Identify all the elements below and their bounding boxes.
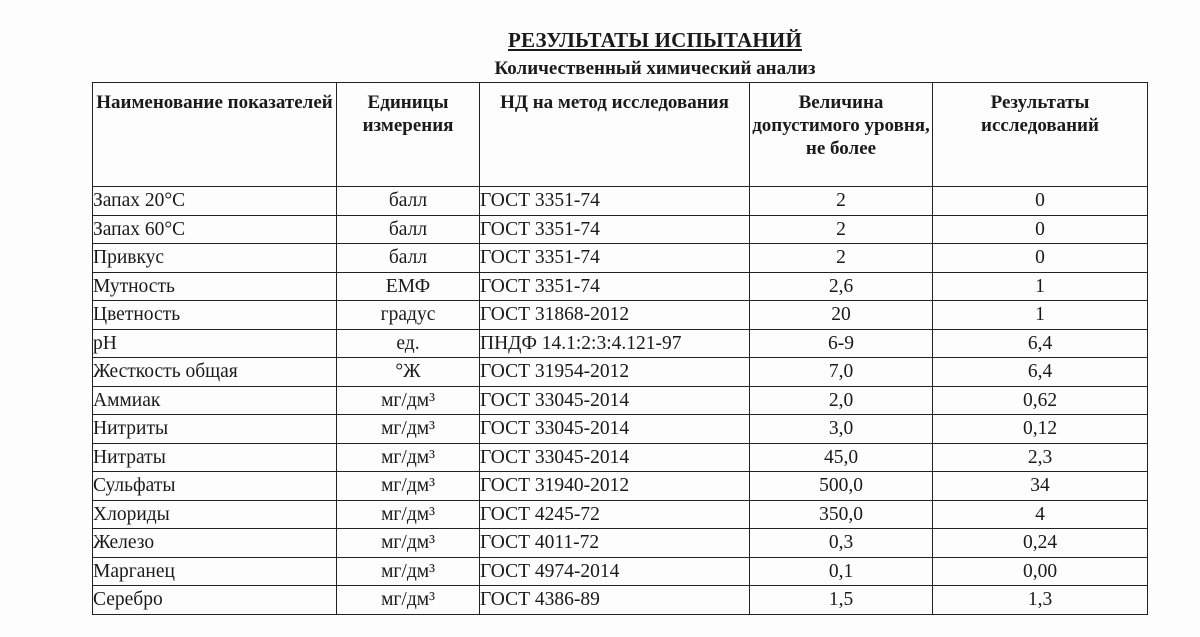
table-row bbox=[93, 301, 1148, 330]
cell-name: Хлориды bbox=[93, 500, 337, 529]
header-unit: Единицы измерения bbox=[337, 83, 480, 187]
cell-limit: 2,0 bbox=[750, 386, 933, 415]
cell-result: 1 bbox=[933, 272, 1148, 301]
cell-limit: 20 bbox=[750, 301, 933, 330]
cell-result: 0,62 bbox=[933, 386, 1148, 415]
document-title: РЕЗУЛЬТАТЫ ИСПЫТАНИЙ bbox=[508, 28, 802, 52]
table-row bbox=[93, 500, 1148, 529]
cell-result: 34 bbox=[933, 472, 1148, 501]
cell-limit: 3,0 bbox=[750, 415, 933, 444]
cell-limit: 45,0 bbox=[750, 443, 933, 472]
cell-unit: мг/дм³ bbox=[337, 386, 480, 415]
header-method: НД на метод исследования bbox=[480, 83, 750, 187]
cell-method: ГОСТ 4011-72 bbox=[480, 529, 750, 558]
cell-limit: 2 bbox=[750, 187, 933, 216]
cell-name: Запах 20°С bbox=[93, 187, 337, 216]
cell-unit: мг/дм³ bbox=[337, 443, 480, 472]
cell-result: 0 bbox=[933, 244, 1148, 273]
cell-unit: мг/дм³ bbox=[337, 500, 480, 529]
cell-limit: 7,0 bbox=[750, 358, 933, 387]
cell-name: Нитраты bbox=[93, 443, 337, 472]
cell-limit: 1,5 bbox=[750, 586, 933, 615]
cell-unit: °Ж bbox=[337, 358, 480, 387]
cell-limit: 0,3 bbox=[750, 529, 933, 558]
cell-limit: 2,6 bbox=[750, 272, 933, 301]
cell-method: ГОСТ 31940-2012 bbox=[480, 472, 750, 501]
cell-unit: балл bbox=[337, 187, 480, 216]
cell-method: ГОСТ 33045-2014 bbox=[480, 386, 750, 415]
document-subtitle: Количественный химический анализ bbox=[494, 58, 816, 79]
cell-name: Железо bbox=[93, 529, 337, 558]
cell-unit: ед. bbox=[337, 329, 480, 358]
cell-result: 0 bbox=[933, 215, 1148, 244]
cell-method: ГОСТ 4245-72 bbox=[480, 500, 750, 529]
table-row bbox=[93, 415, 1148, 444]
cell-limit: 0,1 bbox=[750, 557, 933, 586]
cell-method: ГОСТ 3351-74 bbox=[480, 272, 750, 301]
cell-name: Сульфаты bbox=[93, 472, 337, 501]
table-header-row bbox=[93, 83, 1148, 187]
cell-unit: ЕМФ bbox=[337, 272, 480, 301]
cell-unit: мг/дм³ bbox=[337, 472, 480, 501]
cell-result: 1,3 bbox=[933, 586, 1148, 615]
cell-limit: 6-9 bbox=[750, 329, 933, 358]
table-row bbox=[93, 358, 1148, 387]
table-row bbox=[93, 472, 1148, 501]
cell-result: 1 bbox=[933, 301, 1148, 330]
cell-name: Аммиак bbox=[93, 386, 337, 415]
cell-method: ГОСТ 33045-2014 bbox=[480, 443, 750, 472]
cell-name: Запах 60°С bbox=[93, 215, 337, 244]
cell-result: 0,00 bbox=[933, 557, 1148, 586]
header-name: Наименование показателей bbox=[93, 83, 337, 187]
cell-unit: мг/дм³ bbox=[337, 529, 480, 558]
cell-method: ГОСТ 4386-89 bbox=[480, 586, 750, 615]
results-table bbox=[92, 82, 1148, 615]
cell-name: Нитриты bbox=[93, 415, 337, 444]
cell-result: 0 bbox=[933, 187, 1148, 216]
cell-unit: мг/дм³ bbox=[337, 586, 480, 615]
cell-unit: градус bbox=[337, 301, 480, 330]
cell-result: 0,24 bbox=[933, 529, 1148, 558]
cell-result: 2,3 bbox=[933, 443, 1148, 472]
cell-unit: мг/дм³ bbox=[337, 557, 480, 586]
cell-name: Марганец bbox=[93, 557, 337, 586]
cell-method: ГОСТ 31954-2012 bbox=[480, 358, 750, 387]
cell-limit: 2 bbox=[750, 244, 933, 273]
cell-result: 6,4 bbox=[933, 329, 1148, 358]
cell-limit: 2 bbox=[750, 215, 933, 244]
cell-unit: мг/дм³ bbox=[337, 415, 480, 444]
cell-method: ГОСТ 3351-74 bbox=[480, 187, 750, 216]
cell-result: 4 bbox=[933, 500, 1148, 529]
table-row bbox=[93, 187, 1148, 216]
cell-unit: балл bbox=[337, 244, 480, 273]
table-row bbox=[93, 443, 1148, 472]
cell-name: Серебро bbox=[93, 586, 337, 615]
table-row bbox=[93, 272, 1148, 301]
cell-name: Мутность bbox=[93, 272, 337, 301]
table-row bbox=[93, 329, 1148, 358]
cell-method: ГОСТ 4974-2014 bbox=[480, 557, 750, 586]
cell-method: ГОСТ 33045-2014 bbox=[480, 415, 750, 444]
table-row bbox=[93, 586, 1148, 615]
cell-unit: балл bbox=[337, 215, 480, 244]
cell-name: Цветность bbox=[93, 301, 337, 330]
header-limit: Величина допустимого уровня, не более bbox=[750, 83, 933, 187]
cell-method: ГОСТ 31868-2012 bbox=[480, 301, 750, 330]
table-row bbox=[93, 529, 1148, 558]
cell-method: ГОСТ 3351-74 bbox=[480, 215, 750, 244]
cell-method: ГОСТ 3351-74 bbox=[480, 244, 750, 273]
table-row bbox=[93, 215, 1148, 244]
table-row bbox=[93, 386, 1148, 415]
cell-method: ПНДФ 14.1:2:3:4.121-97 bbox=[480, 329, 750, 358]
table-row bbox=[93, 244, 1148, 273]
cell-name: pH bbox=[93, 329, 337, 358]
table-row bbox=[93, 557, 1148, 586]
cell-result: 6,4 bbox=[933, 358, 1148, 387]
cell-name: Привкус bbox=[93, 244, 337, 273]
header-result: Результаты исследований bbox=[933, 83, 1148, 187]
cell-name: Жесткость общая bbox=[93, 358, 337, 387]
cell-result: 0,12 bbox=[933, 415, 1148, 444]
cell-limit: 350,0 bbox=[750, 500, 933, 529]
cell-limit: 500,0 bbox=[750, 472, 933, 501]
